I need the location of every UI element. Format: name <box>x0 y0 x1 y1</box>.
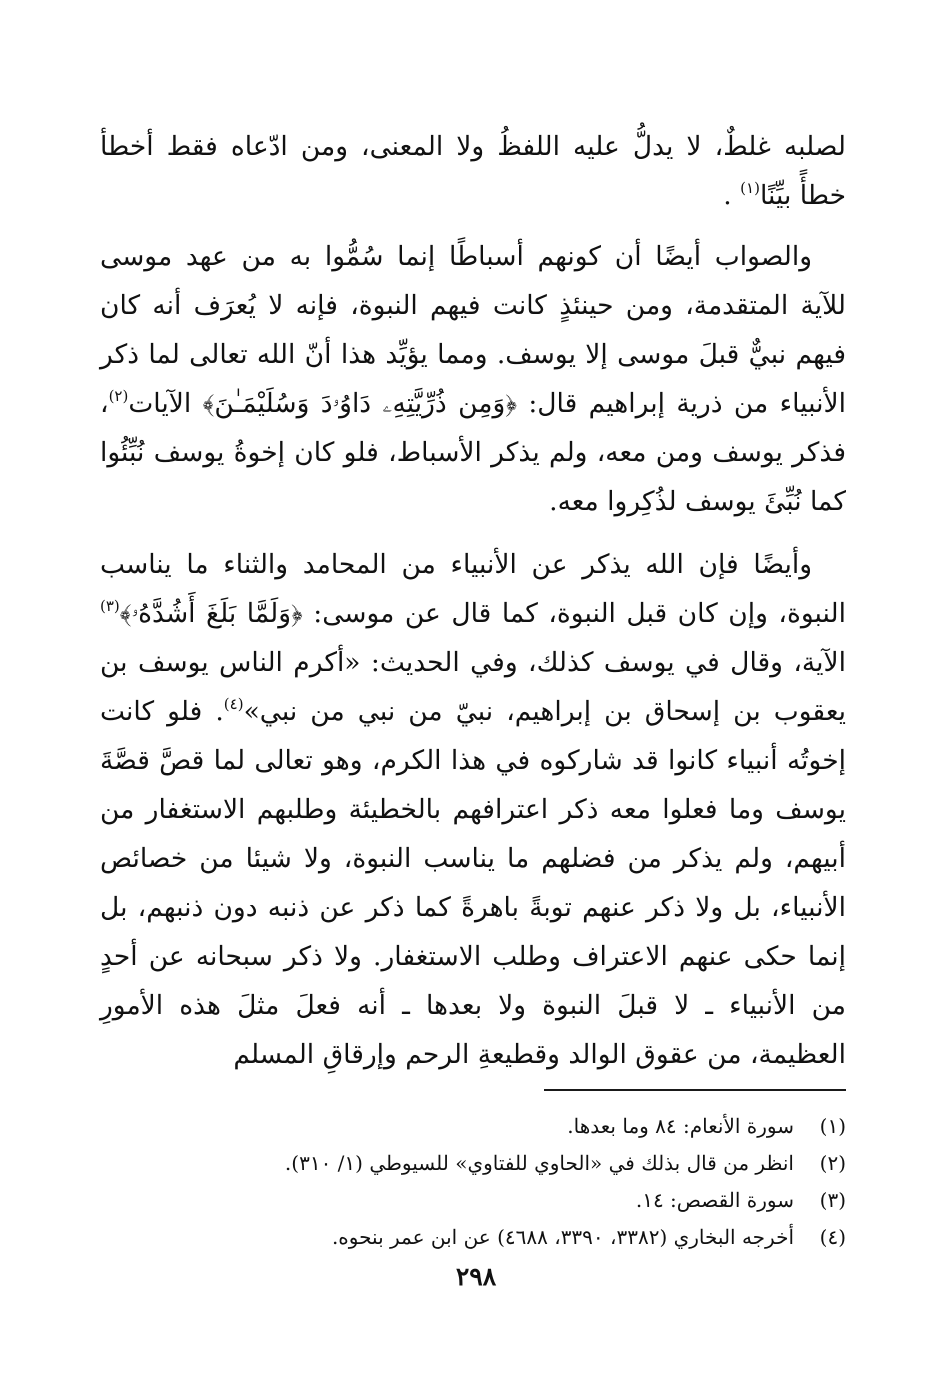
footnote-separator <box>544 1089 846 1091</box>
footnotes <box>100 1108 846 1256</box>
footnote-text: سورة الأنعام: ٨٤ وما بعدها. <box>567 1114 794 1138</box>
footnote-number: (٢) <box>819 1151 846 1175</box>
footnote-4 <box>100 1219 846 1256</box>
footnote-text: أخرجه البخاري (٣٣٨٢، ٣٣٩٠، ٤٦٨٨) عن ابن عمر بنحوه. <box>331 1225 794 1249</box>
footnote-ref-1[interactable]: (١) <box>740 179 760 197</box>
paragraph-2-part-1: والصواب أيضًا أن كونهم أسباطًا إنما سُمُّوا به من عهد موسى للآية المتقدمة، ومن حينئذٍ كانت فيهم النبوة، فإنه لا يُعرَف أنه كان فيهم نبيٌّ قبلَ موسى إلا يوسف. ومما يؤيِّد هذا أنّ الله تعالى لما ذكر الأنبياء من ذرية إبراهيم قال: <box>100 241 846 419</box>
paragraph-2-part-3: ، فذكر يوسف ومن معه، ولم يذكر الأسباط، فلو كان إخوةُ يوسف نُبِّئُوا كما نُبِّئَ يوسف لذُكِروا معه. <box>100 388 846 517</box>
paragraph-3 <box>100 540 846 1079</box>
quran-verse-1: ﴿وَمِن ذُرِّيَّتِهِۦ دَاوُۥدَ وَسُلَيْمَـٰنَ﴾ <box>202 388 517 419</box>
footnote-number: (٤) <box>819 1225 846 1249</box>
footnote-ref-2[interactable]: (٢) <box>108 387 129 405</box>
paragraph-1-end: . <box>723 180 732 211</box>
footnote-ref-3[interactable]: (٣) <box>100 597 120 615</box>
paragraph-3-part-2: الآية، وقال في يوسف كذلك، وفي الحديث: «أكرم الناس يوسف بن يعقوب بن إسحاق بن إبراهيم، نبيّ من نبي من نبي» <box>100 647 846 727</box>
page-number: ٢٩٨ <box>455 1262 497 1291</box>
footnote-3 <box>100 1182 846 1219</box>
footnote-2 <box>100 1145 846 1182</box>
footnote-1 <box>100 1108 846 1145</box>
footnote-number: (٣) <box>819 1188 846 1212</box>
footnote-number: (١) <box>819 1114 846 1138</box>
paragraph-2 <box>100 232 846 526</box>
paragraph-1-text: لصلبه غلطٌ، لا يدلُّ عليه اللفظُ ولا المعنى، ومن ادّعاه فقط أخطأ خطأً بيِّنًا <box>100 131 846 211</box>
footnote-text: انظر من قال بذلك في «الحاوي للفتاوي» للسيوطي (١/ ٣١٠). <box>284 1151 794 1175</box>
footnote-text: سورة القصص: ١٤. <box>635 1188 794 1212</box>
footnote-ref-4[interactable]: (٤) <box>223 695 244 713</box>
quran-verse-2: ﴿وَلَمَّا بَلَغَ أَشُدَّهُۥ﴾ <box>119 598 303 629</box>
paragraph-3-part-1: وأيضًا فإن الله يذكر عن الأنبياء من المحامد والثناء ما يناسب النبوة، وإن كان قبل النبوة، كما قال عن موسى: <box>100 549 846 629</box>
paragraph-2-part-2: الآيات <box>128 388 192 419</box>
paragraph-3-part-3: . فلو كانت إخوتُه أنبياء كانوا قد شاركوه في هذا الكرم، وهو تعالى لما قصَّ قصَّةَ يوسف وما فعلوا معه ذكر اعترافهم بالخطيئة وطلبهم الاستغفار من أبيهم، ولم يذكر من فضلهم ما يناسب النبوة، ولا شيئا من خصائص الأنبياء، بل ولا ذكر عنهم توبةً باهرةً كما ذكر عن ذنبه دون ذنبهم، بل إنما حكى عنهم الاعتراف وطلب الاستغفار. ولا ذكر سبحانه عن أحدٍ من الأنبياء ـ لا قبلَ النبوة ولا بعدها ـ أنه فعلَ مثلَ هذه الأمورِ العظيمة، من عقوق الوالد وقطيعةِ الرحم وإرقاقِ المسلم <box>100 696 846 1070</box>
page-body <box>100 122 846 1079</box>
paragraph-1 <box>100 122 846 220</box>
